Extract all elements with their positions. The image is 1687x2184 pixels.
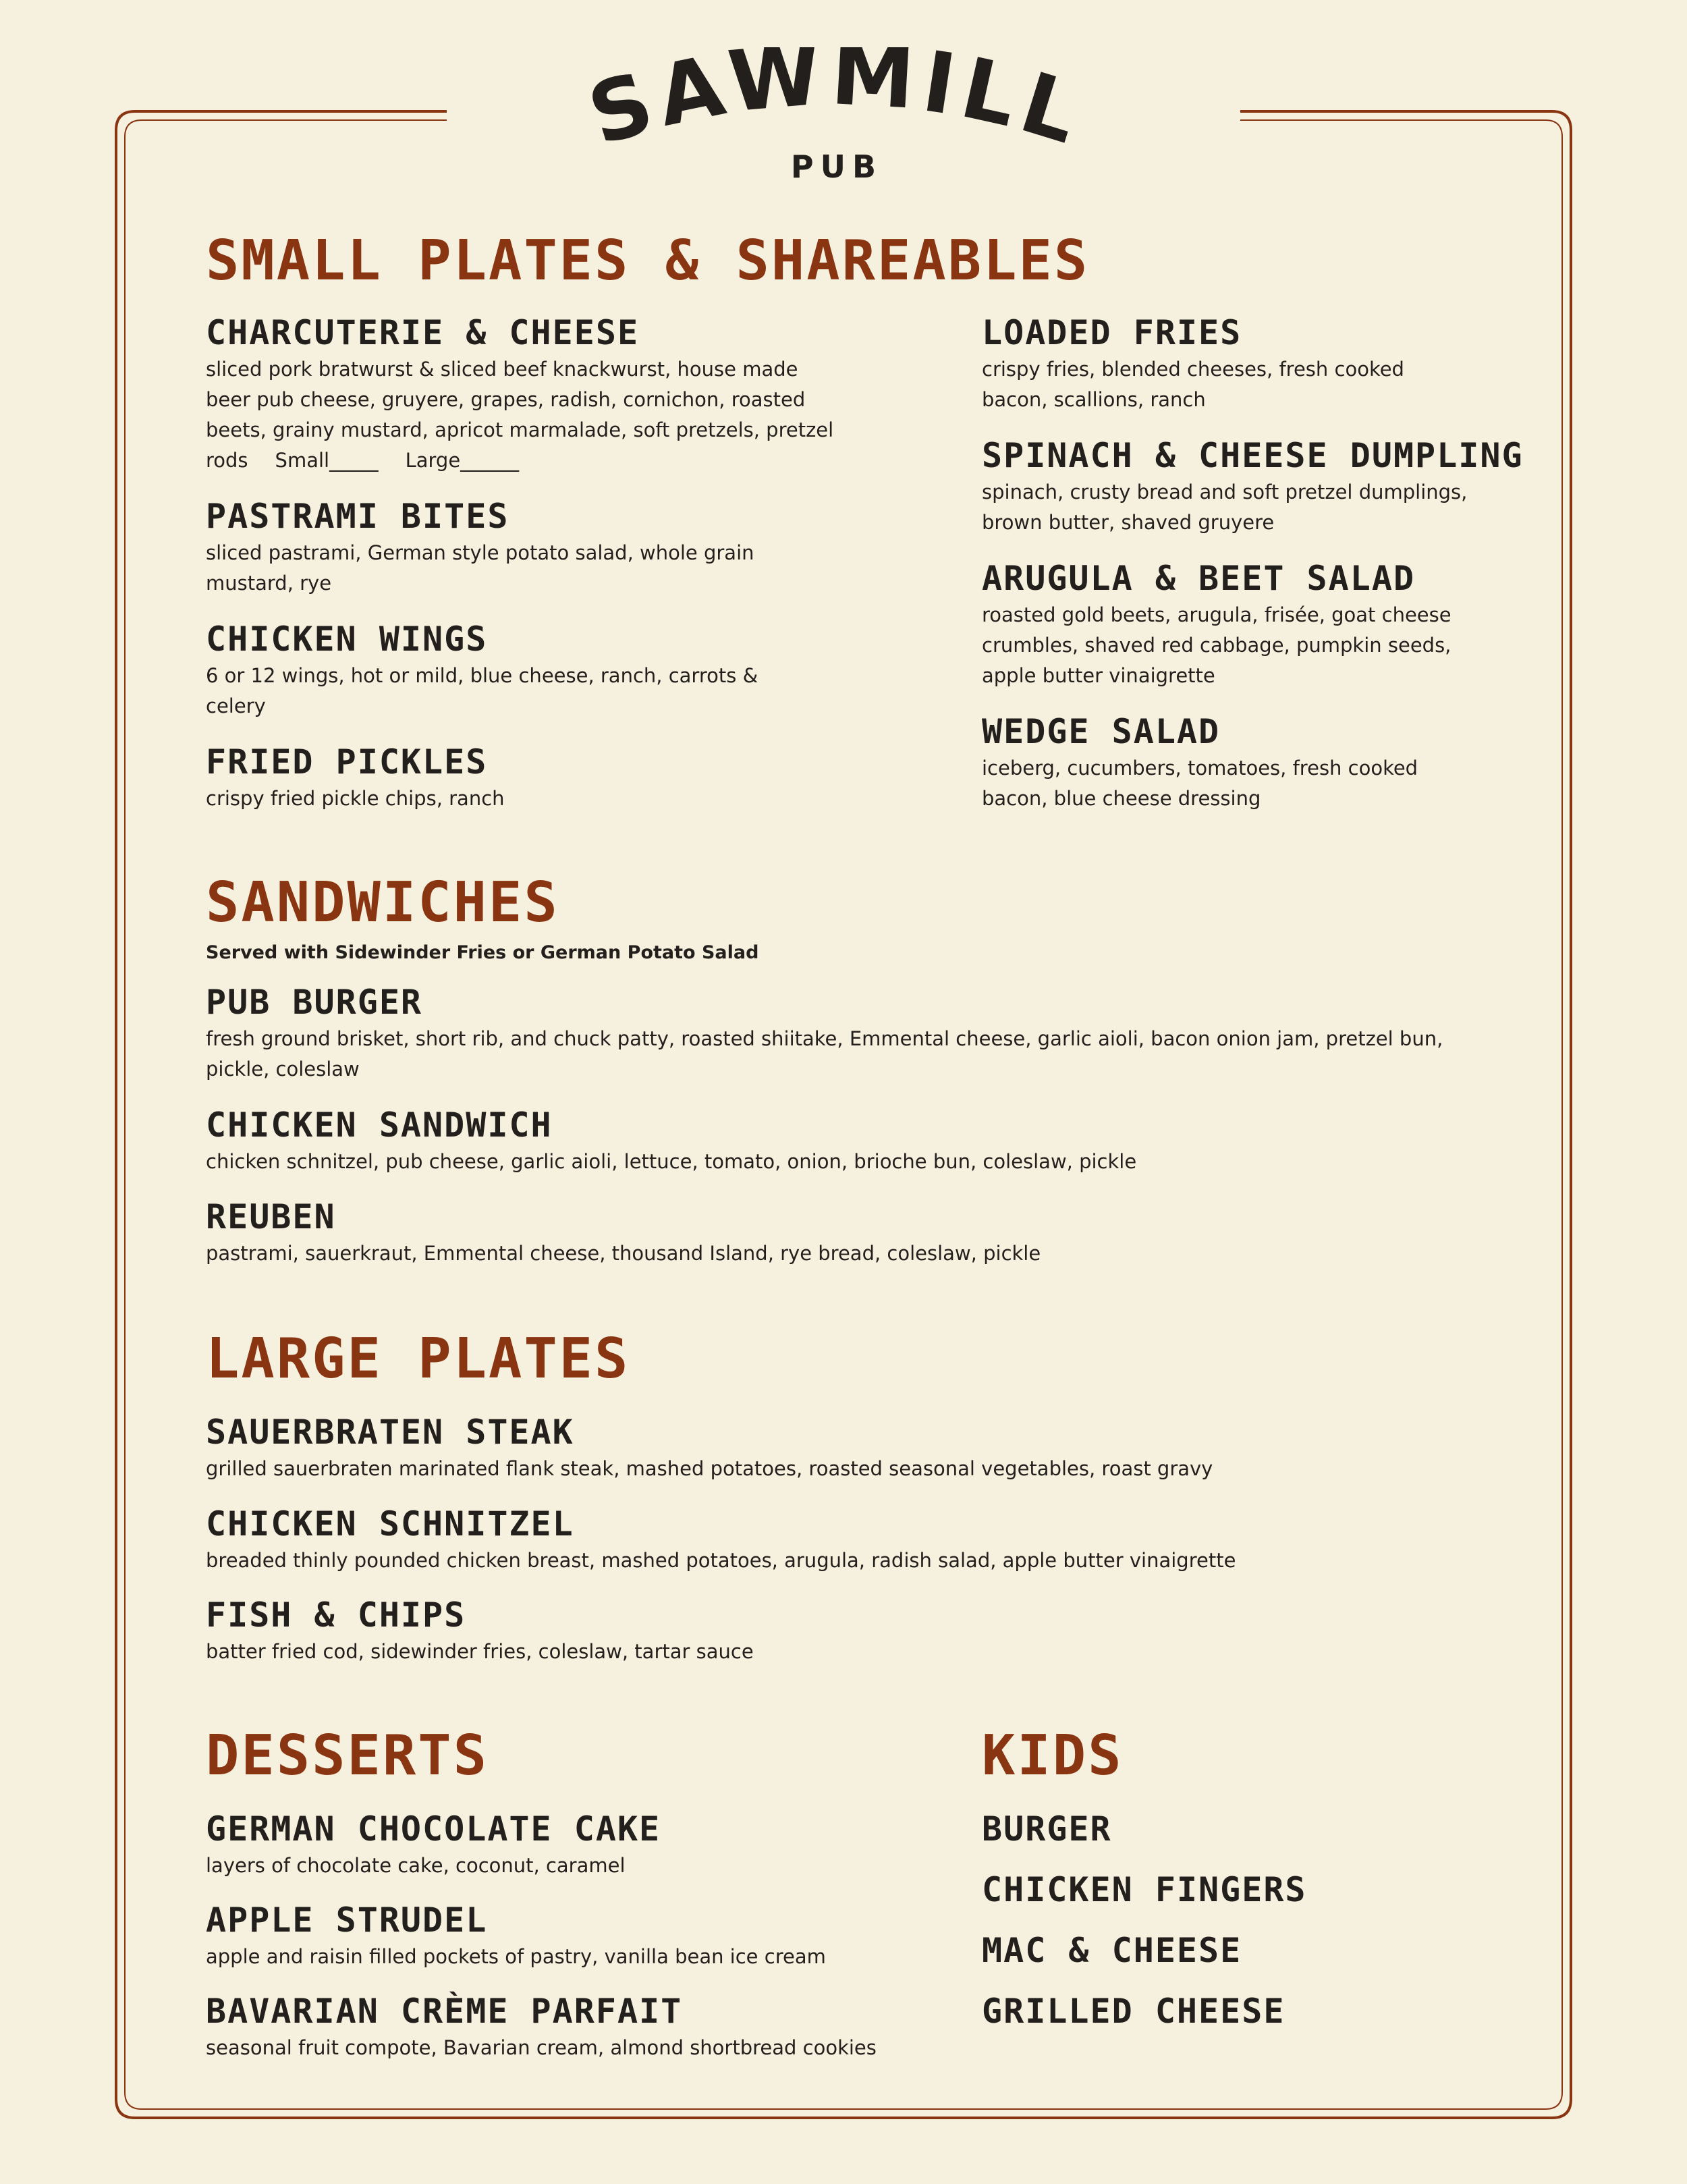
item-desc-pub-burger: fresh ground brisket, short rib, and chuck patty, roasted shiitake, Emmental cheese, garlic aioli, bacon onion jam, pretzel bun, pickle, coleslaw bbox=[206, 1027, 1443, 1081]
kids-item-mac-cheese: MAC & CHEESE bbox=[982, 1931, 1242, 1970]
kids-item-chicken-fingers: CHICKEN FINGERS bbox=[982, 1870, 1307, 1909]
size-large: Large______ bbox=[405, 449, 520, 472]
section-title-sandwiches: SANDWICHES bbox=[206, 871, 559, 935]
item-desc-spinach-cheese-dumpling: spinach, crusty bread and soft pretzel dumplings, brown butter, shaved gruyere bbox=[982, 481, 1468, 534]
item-name-apple-strudel: APPLE STRUDEL bbox=[206, 1901, 488, 1940]
item-desc-charcuterie: sliced pork bratwurst & sliced beef knackwurst, house made beer pub cheese, gruyere, grapes, radish, cornichon, roasted beets, grainy mustard, apricot marmalade, soft pretzels, pretzel rods Small_____ Large______ bbox=[206, 358, 834, 472]
item-name-spinach-cheese-dumpling: SPINACH & CHEESE DUMPLING bbox=[982, 436, 1524, 475]
item-desc-sauerbraten-steak: grilled sauerbraten marinated flank steak, mashed potatoes, roasted seasonal vegetables, roast gravy bbox=[206, 1457, 1213, 1480]
item-name-sauerbraten-steak: SAUERBRATEN STEAK bbox=[206, 1413, 574, 1452]
logo-sub: PUB bbox=[790, 148, 883, 185]
item-name-german-chocolate-cake: GERMAN CHOCOLATE CAKE bbox=[206, 1809, 661, 1849]
logo-name: SAWMILL bbox=[578, 47, 1096, 148]
section-title-desserts: DESSERTS bbox=[206, 1724, 489, 1788]
item-desc-chicken-sandwich: chicken schnitzel, pub cheese, garlic aioli, lettuce, tomato, onion, brioche bun, coleslaw, pickle bbox=[206, 1150, 1137, 1173]
item-name-fried-pickles: FRIED PICKLES bbox=[206, 742, 488, 782]
item-desc-german-chocolate-cake: layers of chocolate cake, coconut, caramel bbox=[206, 1854, 626, 1877]
section-title-large-plates: LARGE PLATES bbox=[206, 1327, 630, 1391]
size-small: Small_____ bbox=[275, 449, 379, 472]
item-name-reuben: REUBEN bbox=[206, 1197, 336, 1236]
item-name-fish-chips: FISH & CHIPS bbox=[206, 1595, 466, 1635]
kids-item-grilled-cheese: GRILLED CHEESE bbox=[982, 1992, 1285, 2031]
item-desc-wedge-salad: iceberg, cucumbers, tomatoes, fresh cooked bacon, blue cheese dressing bbox=[982, 757, 1418, 810]
sandwiches-note: Served with Sidewinder Fries or German Potato Salad bbox=[206, 942, 759, 963]
item-desc-pastrami-bites: sliced pastrami, German style potato salad, whole grain mustard, rye bbox=[206, 541, 754, 595]
item-desc-reuben: pastrami, sauerkraut, Emmental cheese, thousand Island, rye bread, coleslaw, pickle bbox=[206, 1242, 1041, 1265]
item-name-charcuterie: CHARCUTERIE & CHEESE bbox=[206, 313, 640, 352]
item-name-loaded-fries: LOADED FRIES bbox=[982, 313, 1242, 352]
item-name-chicken-sandwich: CHICKEN SANDWICH bbox=[206, 1105, 553, 1145]
item-name-pastrami-bites: PASTRAMI BITES bbox=[206, 497, 509, 536]
item-desc-chicken-schnitzel: breaded thinly pounded chicken breast, mashed potatoes, arugula, radish salad, apple butter vinaigrette bbox=[206, 1549, 1236, 1572]
item-name-wedge-salad: WEDGE SALAD bbox=[982, 712, 1221, 751]
item-desc-fish-chips: batter fried cod, sidewinder fries, coleslaw, tartar sauce bbox=[206, 1640, 754, 1663]
svg-text:SAWMILL bbox=[578, 47, 1096, 148]
item-name-chicken-schnitzel: CHICKEN SCHNITZEL bbox=[206, 1504, 574, 1544]
item-desc-chicken-wings: 6 or 12 wings, hot or mild, blue cheese, ranch, carrots & celery bbox=[206, 664, 758, 717]
item-desc-arugula-beet-salad: roasted gold beets, arugula, frisée, goat cheese crumbles, shaved red cabbage, pumpkin seeds, apple butter vinaigrette bbox=[982, 603, 1451, 687]
item-name-chicken-wings: CHICKEN WINGS bbox=[206, 620, 488, 659]
kids-item-burger: BURGER bbox=[982, 1809, 1112, 1849]
section-title-small-plates: SMALL PLATES & SHAREABLES bbox=[206, 229, 1090, 293]
logo-arc-wordmark bbox=[567, 47, 1107, 148]
item-desc-apple-strudel: apple and raisin filled pockets of pastry, vanilla bean ice cream bbox=[206, 1945, 826, 1968]
item-name-bavarian-creme-parfait: BAVARIAN CRÈME PARFAIT bbox=[206, 1992, 683, 2031]
sawmill-pub-logo bbox=[567, 47, 1107, 196]
item-desc-bavarian-creme-parfait: seasonal fruit compote, Bavarian cream, almond shortbread cookies bbox=[206, 2036, 877, 2059]
item-name-arugula-beet-salad: ARUGULA & BEET SALAD bbox=[982, 559, 1416, 598]
item-name-pub-burger: PUB BURGER bbox=[206, 983, 423, 1022]
section-title-kids: KIDS bbox=[982, 1724, 1124, 1788]
item-desc-loaded-fries: crispy fries, blended cheeses, fresh cooked bacon, scallions, ranch bbox=[982, 358, 1404, 411]
item-desc-fried-pickles: crispy fried pickle chips, ranch bbox=[206, 787, 505, 810]
